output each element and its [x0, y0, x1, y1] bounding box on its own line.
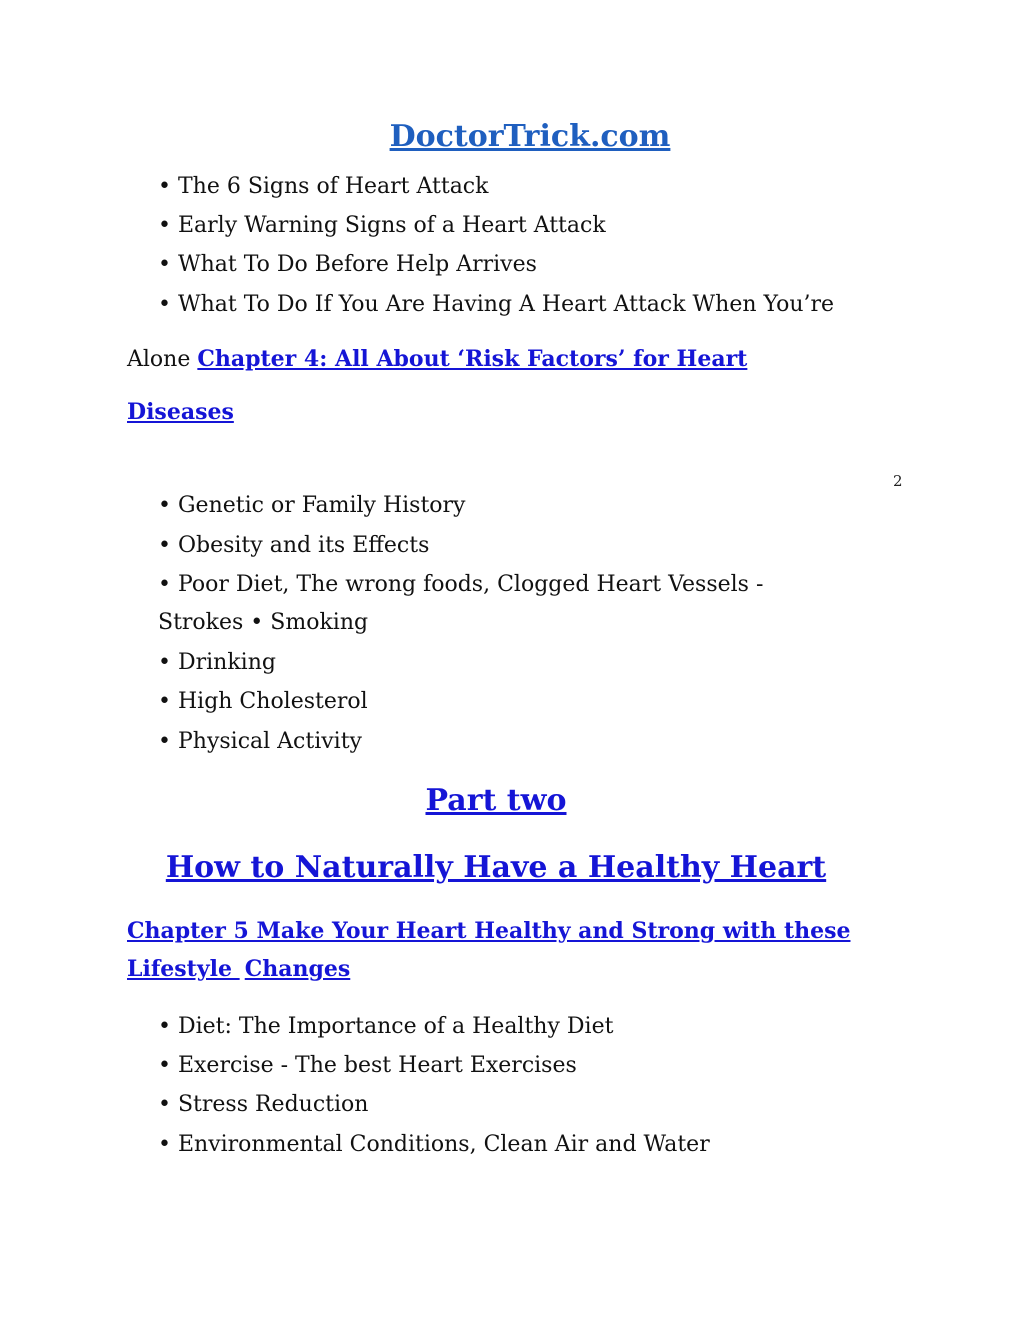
- list-item: • Stress Reduction: [158, 1092, 369, 1117]
- list-item: • Genetic or Family History: [158, 493, 466, 518]
- chapter5-link-lifestyle[interactable]: Lifestyle: [127, 956, 240, 982]
- list-item: • High Cholesterol: [158, 689, 368, 714]
- list-item: • Exercise - The best Heart Exercises: [158, 1053, 577, 1078]
- chapter5-link-changes[interactable]: Changes: [244, 956, 351, 982]
- list-item: • Environmental Conditions, Clean Air and Water: [158, 1132, 710, 1157]
- list-item: • What To Do If You Are Having A Heart Attack When You’re: [158, 292, 835, 317]
- list-item: • Obesity and its Effects: [158, 533, 430, 558]
- chapter4-link[interactable]: Chapter 4: All About ‘Risk Factors’ for Heart: [197, 346, 748, 372]
- part-subtitle-link[interactable]: How to Naturally Have a Healthy Heart: [165, 850, 827, 885]
- part-title-link[interactable]: Part two: [425, 783, 567, 818]
- list-item: Strokes • Smoking: [158, 610, 369, 635]
- list-item: • Drinking: [158, 650, 276, 675]
- chapter5-link[interactable]: Chapter 5 Make Your Heart Healthy and Strong with these: [127, 918, 851, 944]
- list-item: • Diet: The Importance of a Healthy Diet: [158, 1014, 614, 1039]
- list-item: • Poor Diet, The wrong foods, Clogged Heart Vessels -: [158, 572, 764, 597]
- site-link[interactable]: DoctorTrick.com: [389, 119, 671, 154]
- continuation-word: Alone: [127, 347, 191, 372]
- list-item: • Early Warning Signs of a Heart Attack: [158, 213, 606, 238]
- list-item: • The 6 Signs of Heart Attack: [158, 174, 489, 199]
- page-number: 2: [893, 472, 903, 490]
- list-item: • What To Do Before Help Arrives: [158, 252, 537, 277]
- chapter4-line: [127, 345, 747, 374]
- chapter4-link-continued[interactable]: Diseases: [127, 399, 234, 425]
- chapter5-line2: [127, 955, 350, 983]
- list-item: • Physical Activity: [158, 729, 362, 754]
